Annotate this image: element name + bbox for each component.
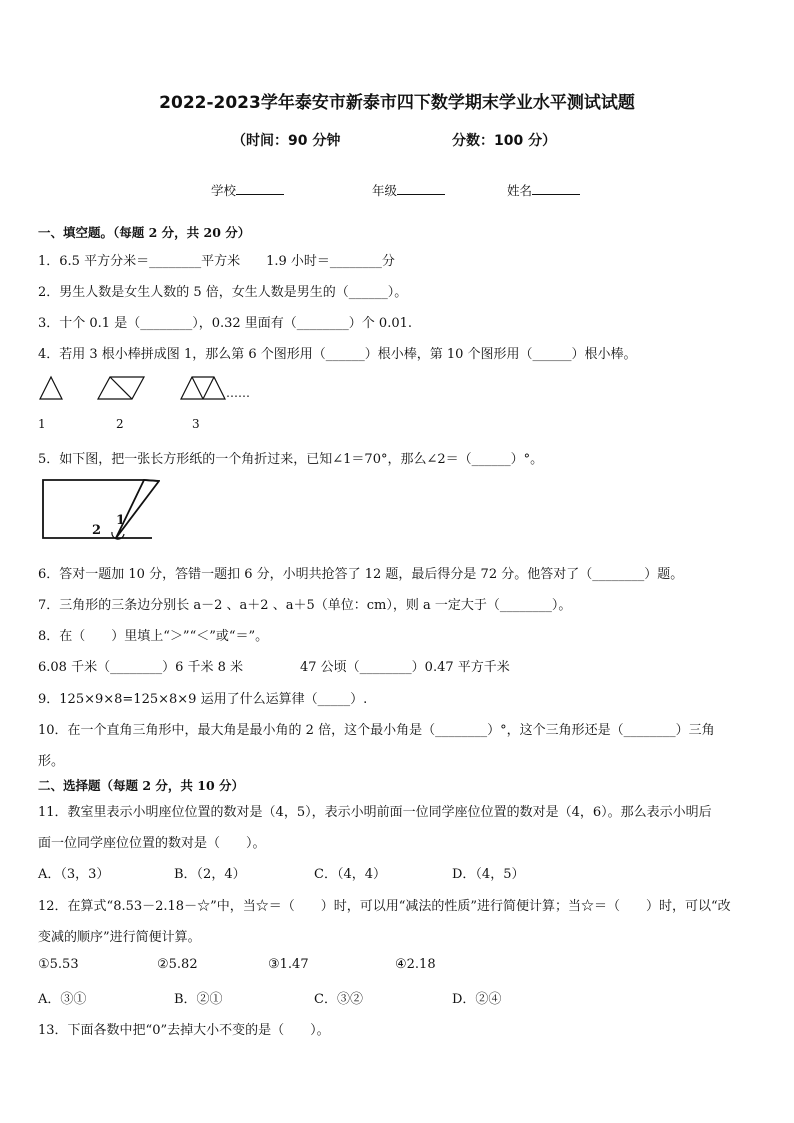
question-6: 6．答对一题加 10 分，答错一题扣 6 分，小明共抢答了 12 题，最后得分是 72 分。他答对了（________）题。 <box>38 567 684 582</box>
figure-3-inner-line-b <box>203 377 214 399</box>
question-4: 4．若用 3 根小棒拼成图 1，那么第 6 个图形用（______）根小棒，第 10 个图形用（______）根小棒。 <box>38 347 637 362</box>
q11-option-c[interactable]: C．（4，4） <box>314 867 386 882</box>
q12-option-d[interactable]: D．②④ <box>452 992 502 1007</box>
q12-item-4: ④2.18 <box>395 957 436 972</box>
section1-heading: 一、填空题。（每题 2 分，共 20 分） <box>38 225 251 240</box>
question-11-line-1: 11．教室里表示小明座位位置的数对是（4，5），表示小明前面一位同学座位位置的数对是（4，6）。那么表示小明后 <box>38 805 712 820</box>
name-field <box>507 181 580 199</box>
question-7: 7．三角形的三条边分别长 a－2 、a＋2 、a＋5（单位：cm），则 a 一定大于（________）。 <box>38 598 572 613</box>
q11-option-d[interactable]: D．（4，5） <box>452 867 525 882</box>
question-1: 1．6.5 平方分米＝________平方米 1.9 小时＝________分 <box>38 254 395 269</box>
figure-1-triangle <box>40 377 62 399</box>
fold-top-edge <box>144 480 158 481</box>
question-3: 3．十个 0.1 是（________），0.32 里面有（________）个 0.01. <box>38 316 412 331</box>
question-11-line-2: 面一位同学座位位置的数对是（ ）。 <box>38 836 266 851</box>
q11-option-b[interactable]: B．（2，4） <box>174 867 246 882</box>
question-12-line-1: 12．在算式“8.53－2.18－☆”中，当☆＝（ ）时，可以用“减法的性质”进行简便计算；当☆＝（ ）时，可以“改 <box>38 899 731 914</box>
question-8a: 6.08 千米（________）6 千米 8 米 <box>38 660 244 675</box>
folded-paper-figure <box>40 478 160 542</box>
figure-label-3: 3 <box>192 417 200 431</box>
angle-2-label: 2 <box>92 523 102 538</box>
exam-score: 分数：100 分） <box>452 133 557 149</box>
question-9: 9．125×9×8=125×8×9 运用了什么运算律（_____）. <box>38 692 368 707</box>
grade-field <box>372 181 445 199</box>
school-blank[interactable] <box>236 182 284 195</box>
school-label: 学校 <box>211 183 237 198</box>
figure-label-1: 1 <box>38 417 46 431</box>
section2-heading: 二、选择题（每题 2 分，共 10 分） <box>38 778 245 793</box>
q12-item-1: ①5.53 <box>38 957 79 972</box>
figure-3-trapezoid <box>181 377 225 399</box>
figure-2-diagonal <box>110 377 132 399</box>
figure-label-2: 2 <box>116 417 124 431</box>
exam-time: （时间：90 分钟 <box>232 133 341 149</box>
question-13: 13．下面各数中把“0”去掉大小不变的是（ ）。 <box>38 1023 330 1038</box>
question-10-line-1: 10．在一个直角三角形中，最大角是最小角的 2 倍，这个最小角是（________）°，这个三角形还是（________）三角 <box>38 723 715 738</box>
q12-item-2: ②5.82 <box>157 957 198 972</box>
q12-option-c[interactable]: C．③② <box>314 992 363 1007</box>
q12-option-b[interactable]: B．②① <box>174 992 223 1007</box>
q11-option-a[interactable]: A．（3，3） <box>38 867 110 882</box>
figure-3-inner-line-a <box>192 377 203 399</box>
q12-item-3: ③1.47 <box>268 957 309 972</box>
school-field <box>211 181 284 199</box>
figure-ellipsis: …… <box>226 386 250 400</box>
question-2: 2．男生人数是女生人数的 5 倍，女生人数是男生的（______）。 <box>38 285 408 300</box>
angle-1-label: 1 <box>116 513 126 528</box>
grade-label: 年级 <box>372 183 398 198</box>
question-10-line-2: 形。 <box>38 754 65 769</box>
question-8b: 47 公顷（________）0.47 平方千米 <box>300 660 510 675</box>
question-8: 8．在（ ）里填上“＞”“＜”或“＝”。 <box>38 629 269 644</box>
grade-blank[interactable] <box>397 182 445 195</box>
q12-option-a[interactable]: A．③① <box>38 992 87 1007</box>
name-blank[interactable] <box>532 182 580 195</box>
folded-corner <box>116 480 159 538</box>
question-5: 5．如下图，把一张长方形纸的一个角折过来，已知∠1＝70°，那么∠2＝（______）°。 <box>38 452 544 467</box>
page-title: 2022-2023学年泰安市新泰市四下数学期末学业水平测试试题 <box>159 93 635 113</box>
question-12-line-2: 变减的顺序”进行简便计算。 <box>38 930 201 945</box>
name-label: 姓名 <box>507 183 533 198</box>
